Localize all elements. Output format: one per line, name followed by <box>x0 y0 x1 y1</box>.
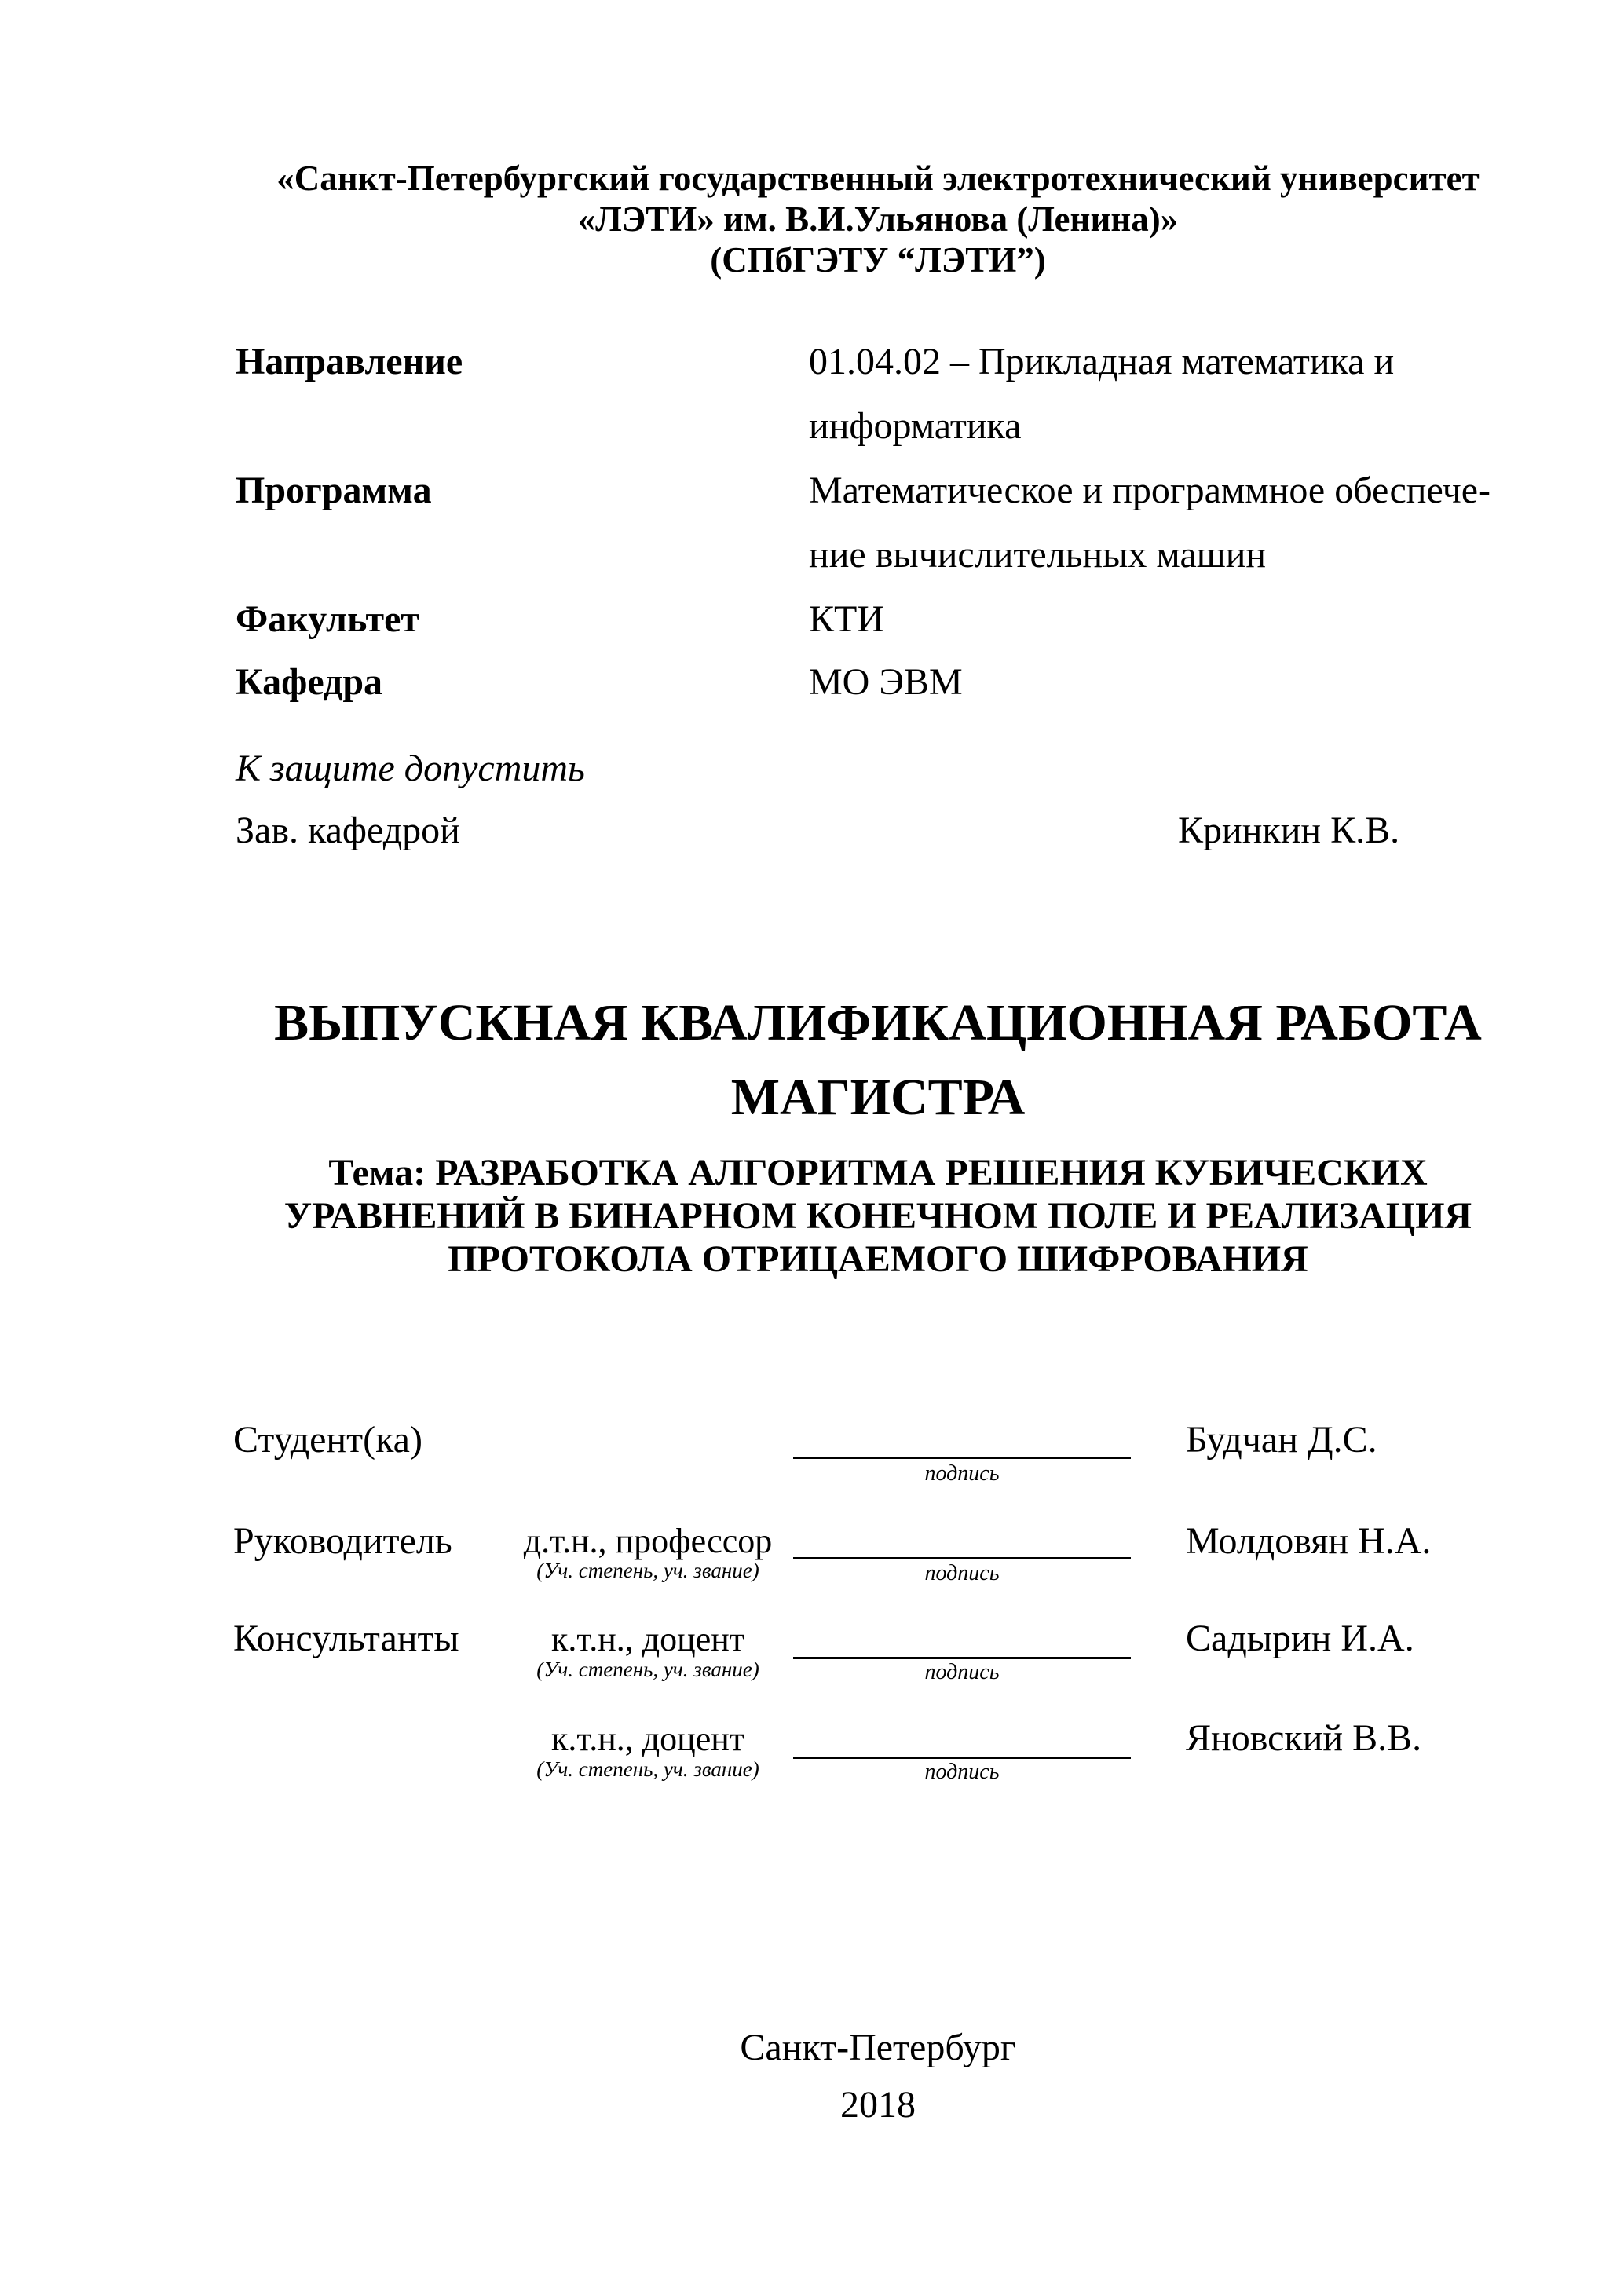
degree-label: к.т.н., доцент <box>550 1620 745 1658</box>
theme-line1: Тема: РАЗРАБОТКА АЛГОРИТМА РЕШЕНИЯ КУБИЧЕСКИХ <box>328 1152 1428 1194</box>
admission-role: Зав. кафедрой <box>236 810 460 851</box>
name-label: Будчан Д.С. <box>1186 1419 1377 1461</box>
info-value-direction-line2: информатика <box>809 405 1022 447</box>
info-label-direction: Направление <box>236 341 463 382</box>
info-value-department: МО ЭВМ <box>809 661 963 703</box>
name-label: Садырин И.А. <box>1186 1618 1414 1659</box>
signature-line <box>793 1757 1131 1759</box>
theme-line3: ПРОТОКОЛА ОТРИЦАЕМОГО ШИФРОВАНИЯ <box>448 1238 1308 1280</box>
info-value-program-line2: ние вычислительных машин <box>809 534 1267 576</box>
signature-caption: подпись <box>924 1561 1000 1585</box>
footer-year: 2018 <box>840 2084 916 2126</box>
signature-caption: подпись <box>924 1461 1000 1486</box>
work-title-line2: МАГИСТРА <box>730 1069 1026 1126</box>
signature-line <box>793 1657 1131 1659</box>
info-label-department: Кафедра <box>236 661 383 703</box>
work-title-line1: ВЫПУСКНАЯ КВАЛИФИКАЦИОННАЯ РАБОТА <box>274 994 1482 1051</box>
signature-caption: подпись <box>924 1760 1000 1784</box>
theme-line2: УРАВНЕНИЙ В БИНАРНОМ КОНЕЧНОМ ПОЛЕ И РЕАЛИЗАЦИЯ <box>283 1195 1472 1237</box>
degree-label: д.т.н., профессор <box>523 1522 773 1560</box>
university-abbreviation: (СПбГЭТУ “ЛЭТИ”) <box>710 240 1046 280</box>
admission-name: Кринкин К.В. <box>1178 810 1400 851</box>
info-label-program: Программа <box>236 470 432 511</box>
info-value-direction-line1: 01.04.02 – Прикладная математика и <box>809 341 1395 382</box>
university-name-line2: «ЛЭТИ» им. В.И.Ульянова (Ленина)» <box>577 199 1179 239</box>
thesis-theme <box>236 1151 1520 1281</box>
degree-caption: (Уч. степень, уч. звание) <box>536 1559 759 1582</box>
role-label: Консультанты <box>233 1618 459 1659</box>
name-label: Яновский В.В. <box>1186 1717 1422 1759</box>
degree-caption: (Уч. степень, уч. звание) <box>536 1757 759 1781</box>
admission-phrase: К защите допустить <box>236 748 585 789</box>
info-value-faculty: КТИ <box>809 598 884 640</box>
university-header <box>236 158 1520 280</box>
degree-caption: (Уч. степень, уч. звание) <box>536 1658 759 1681</box>
signature-line <box>793 1557 1131 1559</box>
info-value-program-line1: Математическое и программное обеспече- <box>809 470 1491 511</box>
degree-label: к.т.н., доцент <box>550 1720 745 1758</box>
name-label: Молдовян Н.А. <box>1186 1520 1432 1562</box>
university-name-line1: «Санкт-Петербургский государственный электротехнический университет <box>276 159 1480 198</box>
role-label: Студент(ка) <box>233 1419 422 1461</box>
signature-caption: подпись <box>924 1660 1000 1684</box>
footer-city: Санкт-Петербург <box>740 2027 1016 2068</box>
role-label: Руководитель <box>233 1520 452 1562</box>
info-label-faculty: Факультет <box>236 598 419 640</box>
signature-line <box>793 1457 1131 1459</box>
